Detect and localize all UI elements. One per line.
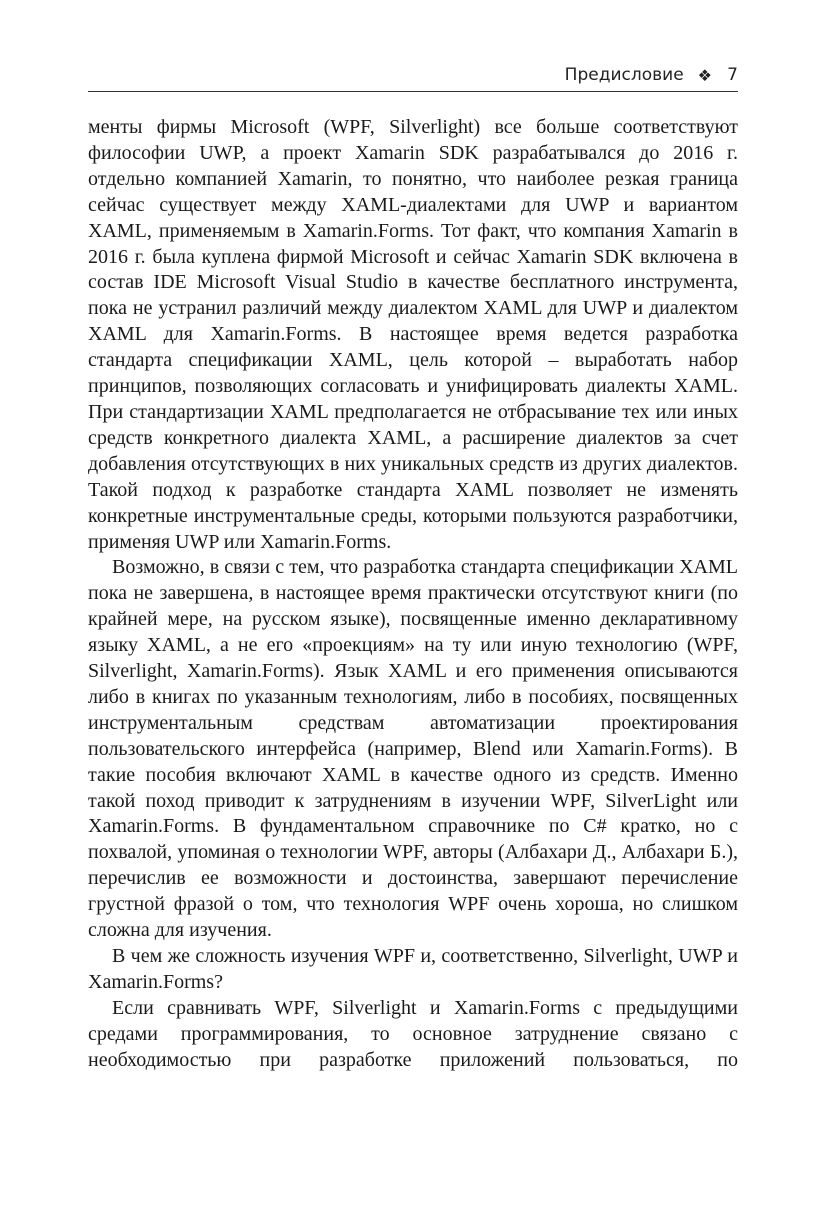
paragraph-3: В чем же сложность изучения WPF и, соответственно, Silverlight, UWP и Xamarin.Forms? [88, 945, 738, 993]
page-number: 7 [727, 65, 738, 85]
paragraph-2: Возможно, в связи с тем, что разработка стандарта спецификации XAML пока не завершена, в настоящее время практически отсутствуют книги (по крайней мере, на русском языке), посвященные именно декларативному языку XAML, а не его «проекциям» на ту или иную технологию (WPF, Silverlight, Xamarin.Forms). Язык XAML и его применения описываются либо в книгах по указанным технологиям, либо в пособиях, посвященных инструментальным средствам автоматизации проектирования пользовательского интерфейса (например, Blend или Xamarin.Forms). В такие пособия включают XAML в качестве одного из средств. Именно такой поход приводит к затруднениям в изучении WPF, SilverLight или Xamarin.Forms. В фундаментальном справочнике по C# кратко, но с похвалой, упоминая о технологии WPF, авторы (Албахари Д., Албахари Б.), перечислив ее возможности и достоинства, завершают перечисление грустной фразой о том, что технология WPF очень хороша, но слишком сложна для изучения. [88, 556, 738, 942]
running-head-title: Предисловие [564, 65, 684, 85]
fleuron-ornament-icon: ❖ [697, 65, 712, 85]
paragraph-1: менты фирмы Microsoft (WPF, Silverlight) все больше соответствуют философии UWP, а проект Xamarin SDK разрабатывался до 2016 г. отдельно компанией Xamarin, то понятно, что наиболее резкая граница сейчас существует между XAML-диалектами для UWP и вариантом XAML, применяемым в Xamarin.Forms. Тот факт, что компания Xamarin в 2016 г. была куплена фирмой Microsoft и сейчас Xamarin SDK включена в состав IDE Microsoft Visual Studio в качестве бесплатного инструмента, пока не устранил различий между диалектом XAML для UWP и диалектом XAML для Xamarin.​Forms. В настоящее время ведется разработка стандарта спецификации XAML, цель которой – выработать набор принципов, позволяющих согласовать и унифицировать диалекты XAML. При стандартизации XAML предполагается не отбрасывание тех или иных средств конкретного диалекта XAML, а расширение диалектов за счет добавления отсутствующих в них уникальных средств из других диалектов. Такой подход к разработке стандарта XAML позволяет не изменять конкретные инструментальные среды, которыми пользуются разработчики, применяя UWP или Xamarin.​Forms. [88, 116, 738, 553]
running-head [88, 62, 738, 88]
paragraph-4: Если сравнивать WPF, Silverlight и Xamarin.Forms с предыдущими средами программирования, то основное затруднение связано с необходимостью при разработке приложений пользоваться, по [88, 996, 738, 1071]
header-rule [88, 91, 738, 92]
body-text [88, 115, 738, 1074]
